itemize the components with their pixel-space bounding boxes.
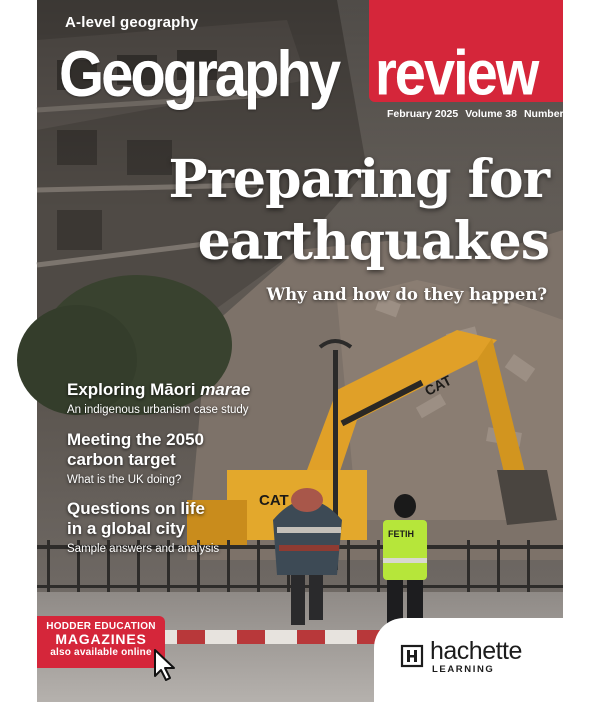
story-subtitle: An indigenous urbanism case study [67,404,249,416]
issue-date: February 2025 [387,108,459,120]
issue-info [387,108,572,120]
magazine-cover [37,0,573,702]
headline-subhead: Why and how do they happen? [266,285,547,304]
promo-line-1: HODDER EDUCATION [46,621,156,632]
story-title-line-2: carbon target [67,450,176,469]
story-carbon-target[interactable] [67,430,204,488]
publisher-name: hachette [430,637,522,665]
masthead-geography: Geography [59,37,339,111]
publisher-subtitle: LEARNING [432,664,495,675]
series-label: A-level geography [65,14,199,31]
story-global-city[interactable] [67,499,219,557]
story-maori-marae[interactable] [67,380,250,418]
story-title-line-1: Questions on life [67,499,205,518]
cursor-arrow-icon [153,648,179,682]
promo-line-3: also available online [50,647,152,658]
story-title-line-1: Meeting the 2050 [67,430,204,449]
publisher-badge [374,618,563,702]
story-title: Exploring Māori marae [67,380,251,399]
story-title-italic: marae [200,380,251,399]
story-subtitle: What is the UK doing? [67,474,182,486]
hachette-logo-icon [400,644,424,668]
masthead-review: review [375,37,538,109]
headline-line-1: Preparing for [168,149,549,210]
story-title-line-2: in a global city [67,519,186,538]
story-subtitle: Sample answers and analysis [67,543,220,555]
promo-line-2: MAGAZINES [55,631,147,647]
online-magazines-promo[interactable] [37,616,165,668]
issue-volume: Volume 38 [465,108,517,120]
headline-line-2: earthquakes [197,211,549,272]
issue-number: Number 3 [523,108,573,120]
